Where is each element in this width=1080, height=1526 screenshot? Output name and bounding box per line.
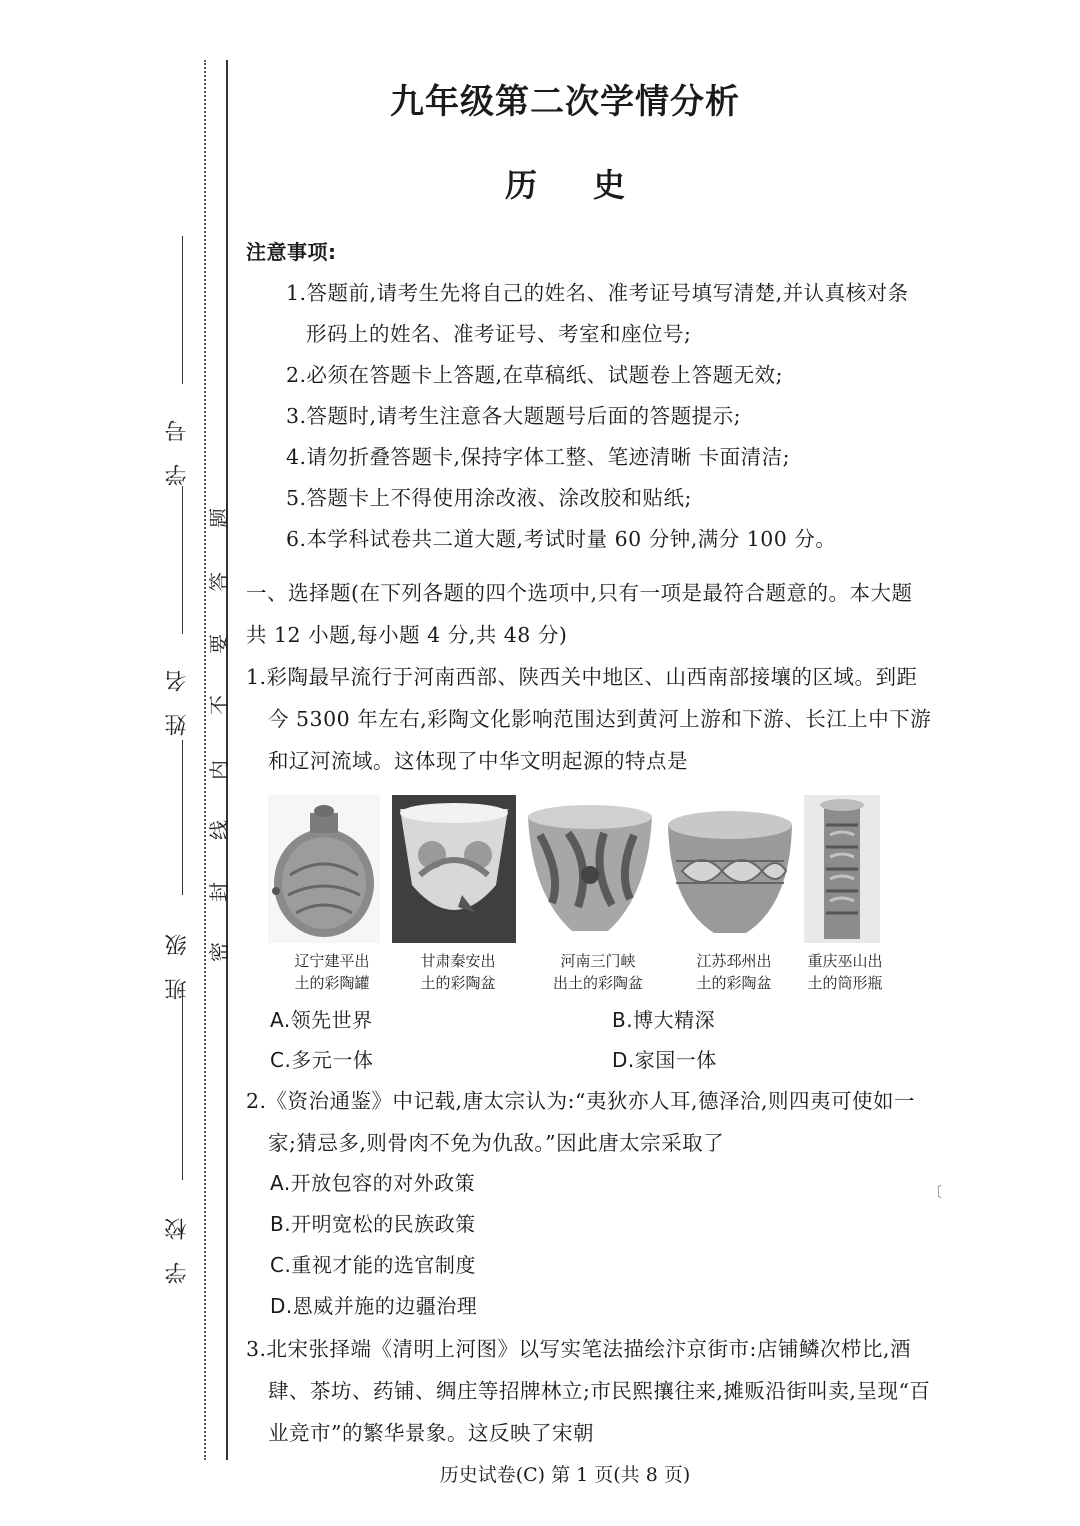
notice-item: 5.答题卡上不得使用涂改液、涂改胶和贴纸;	[286, 486, 692, 510]
question-2-text: 家;猜忌多,则骨肉不免为仇敌。”因此唐太宗采取了	[268, 1131, 725, 1155]
question-1-text: 和辽河流域。这体现了中华文明起源的特点是	[268, 749, 688, 773]
question-1-text: 今 5300 年左右,彩陶文化影响范围达到黄河上游和下游、长江上中下游	[268, 707, 932, 731]
seal-char: 线	[207, 820, 231, 840]
section-header: 一、选择题(在下列各题的四个选项中,只有一项是最符合题意的。本大题	[246, 581, 913, 605]
option-b[interactable]: B.开明宽松的民族政策	[270, 1212, 476, 1236]
page-footer: 历史试卷(C) 第 1 页(共 8 页)	[439, 1464, 691, 1486]
question-1-text: 1.彩陶最早流行于河南西部、陕西关中地区、山西南部接壤的区域。到距	[246, 665, 918, 689]
page-title: 九年级第二次学情分析	[390, 82, 740, 122]
seal-char: 不	[207, 695, 231, 715]
pottery-jar-image	[268, 795, 380, 943]
seal-char: 题	[207, 508, 231, 528]
name-label: 姓名	[165, 648, 190, 736]
question-3-text: 3.北宋张择端《清明上河图》以写实笔法描绘汴京街市:店铺鳞次栉比,酒	[246, 1337, 911, 1361]
image-caption: 河南三门峡 出土的彩陶盆	[552, 952, 643, 992]
painted-basin-image	[392, 795, 516, 943]
scan-mark: 〔	[928, 1185, 942, 1201]
notice-item: 2.必须在答题卡上答题,在草稿纸、试题卷上答题无效;	[286, 363, 783, 387]
subject-title: 历 史	[504, 166, 626, 204]
question-3-text: 肆、茶坊、药铺、绸庄等招牌林立;市民熙攘往来,摊贩沿街叫卖,呈现“百	[268, 1379, 931, 1403]
option-c[interactable]: C.多元一体	[270, 1048, 374, 1072]
painted-basin-image	[522, 795, 658, 943]
image-caption: 江苏邳州出 土的彩陶盆	[696, 952, 772, 992]
seal-char: 密	[207, 942, 231, 962]
notice-item: 4.请勿折叠答题卡,保持字体工整、笔迹清晰 卡面清洁;	[286, 445, 790, 469]
option-d[interactable]: D.恩威并施的边疆治理	[270, 1294, 478, 1318]
image-caption: 辽宁建平出 土的彩陶罐	[294, 952, 370, 992]
school-label: 学校	[165, 1196, 190, 1284]
notice-item: 1.答题前,请考生先将自己的姓名、准考证号填写清楚,并认真核对条	[286, 281, 909, 305]
cylinder-vase-image	[804, 795, 880, 943]
option-b[interactable]: B.博大精深	[612, 1008, 716, 1032]
question-3-text: 业竞市”的繁华景象。这反映了宋朝	[268, 1421, 594, 1445]
name-blank[interactable]	[182, 486, 183, 634]
seal-char: 要	[207, 634, 231, 654]
class-label: 班级	[165, 912, 190, 1000]
image-caption: 重庆巫山出 土的筒形瓶	[807, 952, 883, 992]
option-a[interactable]: A.开放包容的对外政策	[270, 1171, 476, 1195]
seal-char: 内	[207, 760, 231, 780]
question-2-text: 2.《资治通鉴》中记载,唐太宗认为:“夷狄亦人耳,德泽洽,则四夷可使如一	[246, 1089, 915, 1113]
option-c[interactable]: C.重视才能的选官制度	[270, 1253, 476, 1277]
option-a[interactable]: A.领先世界	[270, 1008, 373, 1032]
seal-char: 封	[207, 882, 231, 902]
image-caption: 甘肃秦安出 土的彩陶盆	[420, 952, 496, 992]
class-blank[interactable]	[182, 740, 183, 895]
notice-item: 6.本学科试卷共二道大题,考试时量 60 分钟,满分 100 分。	[286, 527, 837, 551]
student-id-label: 学号	[165, 398, 190, 486]
student-id-blank[interactable]	[182, 236, 183, 384]
notice-heading: 注意事项:	[246, 240, 337, 264]
seal-char: 答	[207, 572, 231, 592]
notice-item: 3.答题时,请考生注意各大题题号后面的答题提示;	[286, 404, 741, 428]
painted-basin-image	[662, 795, 798, 943]
school-blank[interactable]	[182, 990, 183, 1180]
section-header: 共 12 小题,每小题 4 分,共 48 分)	[246, 623, 568, 647]
option-d[interactable]: D.家国一体	[612, 1048, 717, 1072]
notice-item: 形码上的姓名、准考证号、考室和座位号;	[306, 322, 692, 346]
